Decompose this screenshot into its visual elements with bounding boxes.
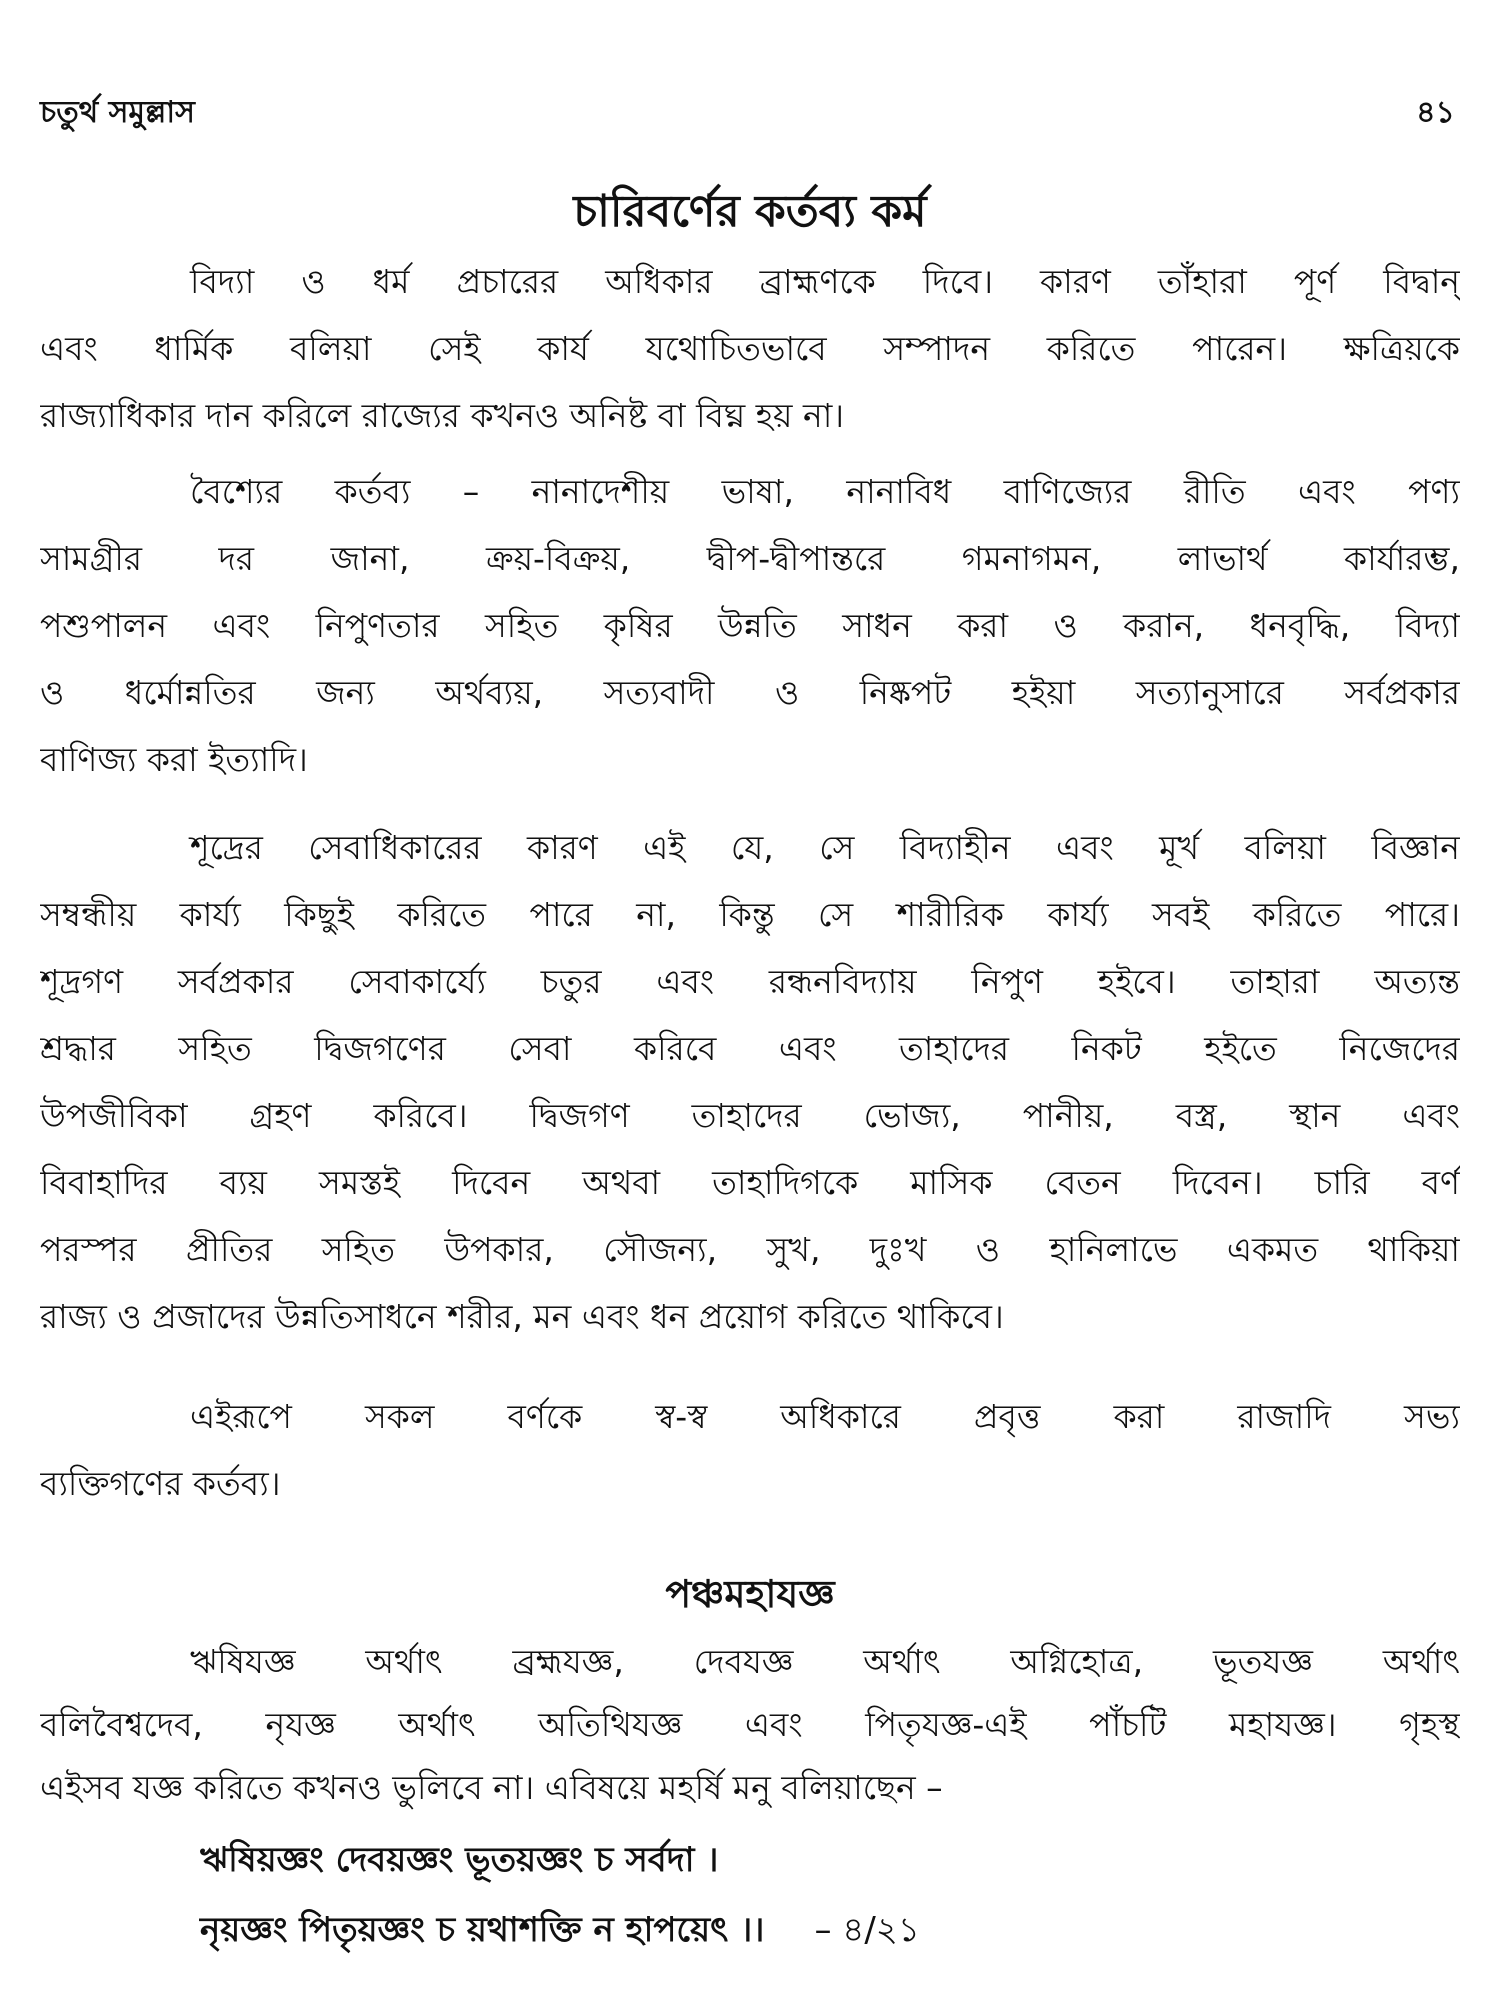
- paragraph: [40, 458, 1460, 793]
- text-line: বাণিজ্য করা ইত্যাদি।: [40, 740, 308, 779]
- text-line: এইসব যজ্ঞ করিতে কখনও ভুলিবে না। এবিষয়ে মহর্ষি মনু বলিয়াছেন –: [40, 1768, 943, 1807]
- section-title: চারিবর্ণের কর্তব্য কর্ম: [573, 186, 927, 237]
- text-line: রাজ্যাধিকার দান করিলে রাজ্যের কখনও অনিষ্ট বা বিঘ্ন হয় না।: [40, 396, 845, 435]
- text-line: এইরূপে সকল বর্ণকে স্ব-স্ব অধিকারে প্রবৃত্ত করা রাজাদি সভ্য: [190, 1397, 1460, 1436]
- text-line: সম্বন্ধীয় কার্য্য কিছুই করিতে পারে না, কিন্তু সে শারীরিক কার্য্য সবই করিতে পারে।: [40, 895, 1460, 934]
- text-line: বৈশ্যের কর্তব্য – নানাদেশীয় ভাষা, নানাবিধ বাণিজ্যের রীতি এবং পণ্য: [190, 472, 1460, 511]
- paragraph: [40, 248, 1460, 449]
- text-line: উপজীবিকা গ্রহণ করিবে। দ্বিজগণ তাহাদের ভোজ্য, পানীয়, বস্ত্র, স্থান এবং: [40, 1096, 1460, 1135]
- text-line: বিদ্যা ও ধর্ম প্রচারের অধিকার ব্রাহ্মণকে দিবে। কারণ তাঁহারা পূর্ণ বিদ্বান্: [190, 262, 1460, 301]
- text-line: বলিবৈশ্বদেব, নৃযজ্ঞ অর্থাৎ অতিথিযজ্ঞ এবং পিতৃযজ্ঞ-এই পাঁচটি মহাযজ্ঞ। গৃহস্থ: [40, 1705, 1460, 1744]
- text-line: ঋষিযজ্ঞ অর্থাৎ ব্রহ্মযজ্ঞ, দেবযজ্ঞ অর্থাৎ অগ্নিহোত্র, ভূতযজ্ঞ অর্থাৎ: [190, 1642, 1460, 1681]
- text-line: সামগ্রীর দর জানা, ক্রয়-বিক্রয়, দ্বীপ-দ্বীপান্তরে গমনাগমন, লাভার্থ কার্যারম্ভ,: [40, 539, 1460, 578]
- text-line: ও ধর্মোন্নতির জন্য অর্থব্যয়, সত্যবাদী ও নিষ্কপট হইয়া সত্যানুসারে সর্বপ্রকার: [40, 673, 1460, 712]
- verse-line-text: নৃয়জ্ঞং পিতৃয়জ্ঞং চ য়থাশক্তি ন হাপয়েৎ ।।: [200, 1910, 765, 1950]
- page-number: ৪১: [1416, 95, 1455, 130]
- text-line: পশুপালন এবং নিপুণতার সহিত কৃষির উন্নতি সাধন করা ও করান, ধনবৃদ্ধি, বিদ্যা: [40, 606, 1460, 645]
- paragraph: [40, 1383, 1460, 1517]
- text-line: শূদ্রগণ সর্বপ্রকার সেবাকার্য্যে চতুর এবং রন্ধনবিদ্যায় নিপুণ হইবে। তাহারা অত্যন্ত: [40, 962, 1460, 1001]
- verse-line: [200, 1895, 920, 1965]
- verse-reference: – ৪/২১: [814, 1910, 920, 1950]
- text-line: শ্রদ্ধার সহিত দ্বিজগণের সেবা করিবে এবং তাহাদের নিকট হইতে নিজেদের: [40, 1029, 1460, 1068]
- text-line: বিবাহাদির ব্যয় সমস্তই দিবেন অথবা তাহাদিগকে মাসিক বেতন দিবেন। চারি বর্ণ: [40, 1163, 1460, 1202]
- verse: [200, 1825, 920, 1965]
- paragraph: [40, 1630, 1460, 1819]
- section-title: পঞ্চমহাযজ্ঞ: [665, 1572, 835, 1616]
- paragraph: [40, 814, 1460, 1350]
- text-line: ব্যক্তিগণের কর্তব্য।: [40, 1464, 281, 1503]
- text-line: এবং ধার্মিক বলিয়া সেই কার্য যথোচিতভাবে সম্পাদন করিতে পারেন। ক্ষত্রিয়কে: [40, 329, 1460, 368]
- text-line: শূদ্রের সেবাধিকারের কারণ এই যে, সে বিদ্যাহীন এবং মূর্খ বলিয়া বিজ্ঞান: [190, 828, 1460, 867]
- running-header-chapter: চতুর্থ সমুল্লাস: [40, 95, 195, 130]
- text-line: রাজ্য ও প্রজাদের উন্নতিসাধনে শরীর, মন এবং ধন প্রয়োগ করিতে থাকিবে।: [40, 1297, 1004, 1336]
- text-line: পরস্পর প্রীতির সহিত উপকার, সৌজন্য, সুখ, দুঃখ ও হানিলাভে একমত থাকিয়া: [40, 1230, 1460, 1269]
- verse-line: ঋষিয়জ্ঞং দেবয়জ্ঞং ভূতয়জ্ঞং চ সর্বদা ।: [200, 1840, 719, 1880]
